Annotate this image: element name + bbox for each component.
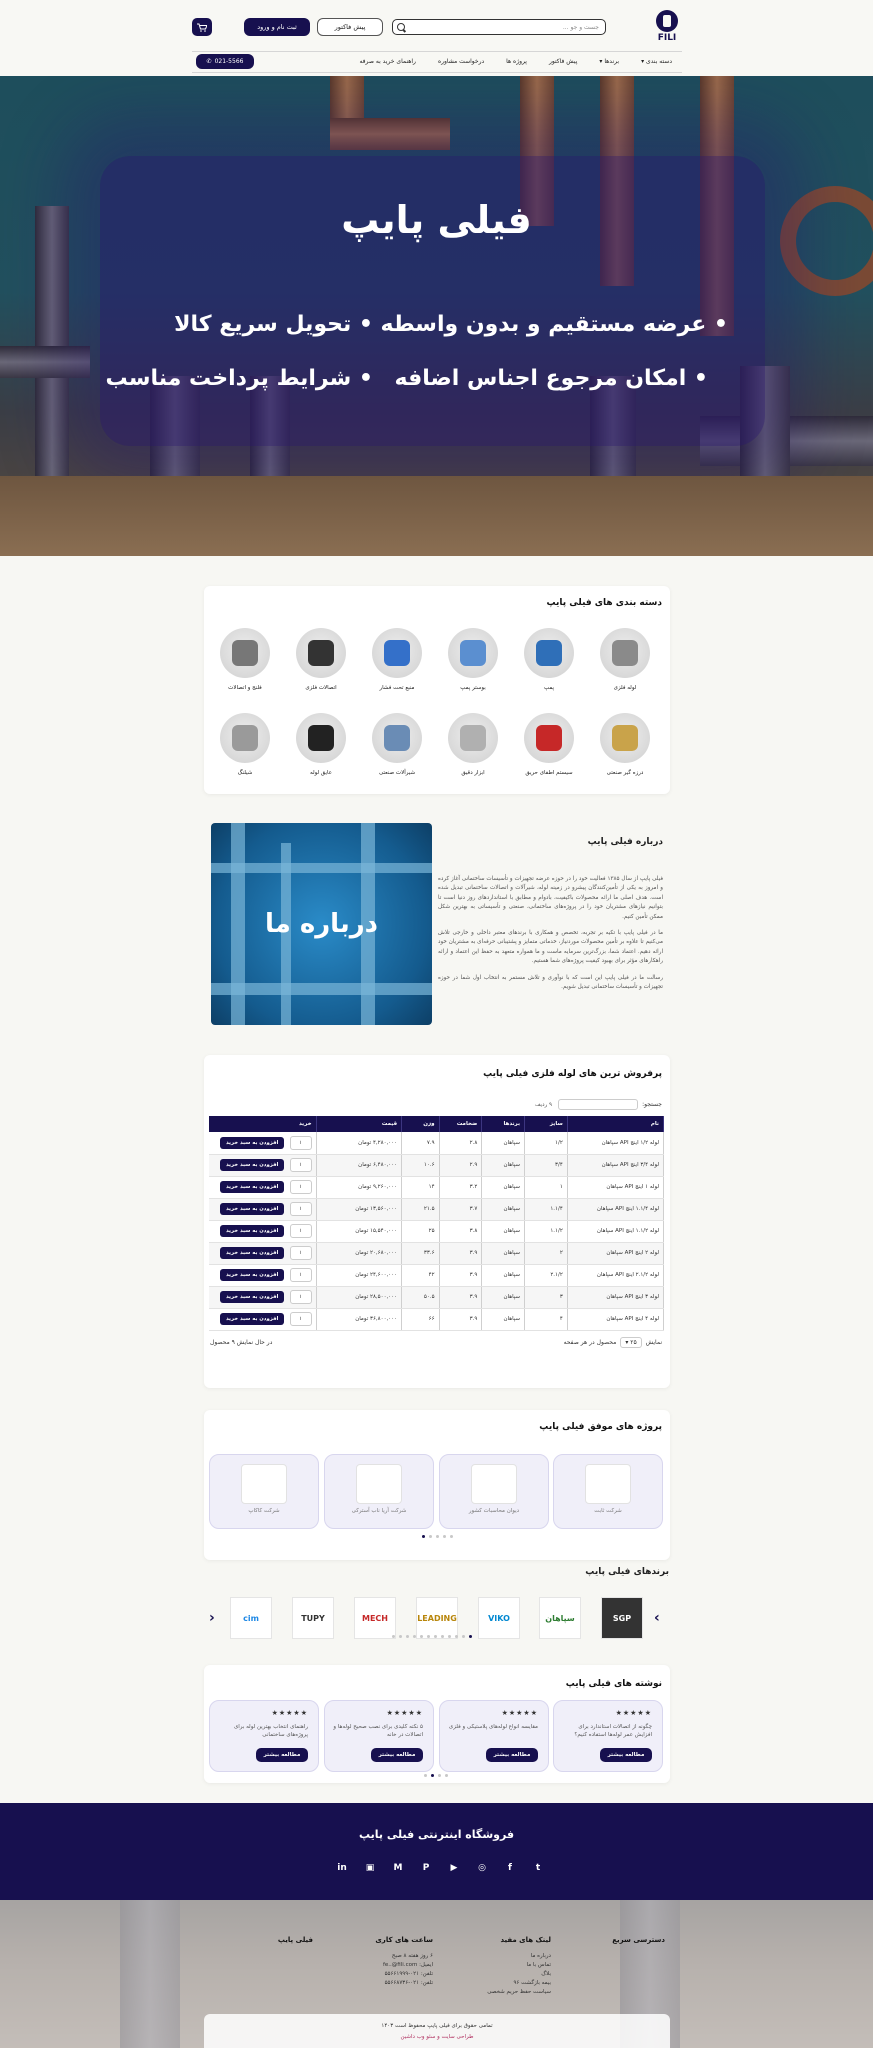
- table-cell: ۳.۸: [439, 1220, 482, 1242]
- search-placeholder: جست و جو ...: [562, 23, 599, 31]
- blog-card: [324, 1700, 434, 1772]
- hero-title: فیلی پایپ: [341, 198, 532, 242]
- carousel-dot[interactable]: [448, 1635, 451, 1638]
- table-cell: ۴,۲۸۰,۰۰۰ تومان: [316, 1132, 402, 1154]
- footer-link[interactable]: درباره ما: [530, 1953, 551, 1959]
- products-title: پرفروش ترین های لوله فلزی فیلی پایپ: [483, 1069, 662, 1079]
- phone-number: 021-5566: [214, 58, 244, 65]
- table-row: [209, 1286, 664, 1308]
- read-more-button[interactable]: مطالعه بیشتر: [486, 1748, 538, 1762]
- table-cell: ۲.۹: [439, 1154, 482, 1176]
- about-text: [438, 875, 663, 992]
- carousel-dot[interactable]: [406, 1635, 409, 1638]
- table-cell: ۱۳,۵۶۰,۰۰۰ تومان: [316, 1198, 402, 1220]
- categories-title: دسته بندی های فیلی پایپ: [546, 598, 662, 608]
- site-logo[interactable]: [652, 10, 682, 46]
- category-product-icon: [308, 640, 334, 666]
- hero-feature: • تحویل سریع کالا: [174, 312, 373, 337]
- table-cell: ۳: [525, 1286, 568, 1308]
- table-cell: ۲۰,۶۸۰,۰۰۰ تومان: [316, 1242, 402, 1264]
- project-card[interactable]: [209, 1454, 319, 1529]
- per-page-control: [564, 1337, 662, 1348]
- table-cell: سپاهان: [482, 1242, 525, 1264]
- column-header[interactable]: قیمت: [316, 1116, 402, 1132]
- blog-card: [209, 1700, 319, 1772]
- footer-line[interactable]: تلفن: ۰۲۱-۵۵۶۶۸۷۳۶: [384, 1980, 433, 1986]
- products-table-wrap: [209, 1116, 664, 1331]
- category-label: درزه گیر صنعتی: [606, 770, 644, 776]
- about-pipe: [211, 863, 432, 873]
- table-cell[interactable]: لوله ۱.۱/۲ اینچ API سپاهان: [567, 1220, 663, 1242]
- logo-icon: [656, 10, 678, 32]
- hero-feature: • شرایط پرداخت مناسب: [105, 366, 373, 391]
- gmail-icon[interactable]: M: [393, 1863, 403, 1873]
- column-header[interactable]: سایز: [525, 1116, 568, 1132]
- category-product-icon: [232, 640, 258, 666]
- category-label: فلنج و اتصالات: [228, 685, 262, 691]
- blog-card: [439, 1700, 549, 1772]
- table-cell: ۳.۹: [439, 1264, 482, 1286]
- table-cell: ۱/۲: [525, 1132, 568, 1154]
- footer-line[interactable]: ایمیل: fe..@fili.com: [382, 1962, 433, 1968]
- rows-note: ۹ ردیف: [534, 1102, 552, 1108]
- nav-brands-label: برندها: [604, 58, 620, 65]
- table-row: [209, 1242, 664, 1264]
- category-product-icon: [612, 725, 638, 751]
- table-row: [209, 1176, 664, 1198]
- table-cell: سپاهان: [482, 1198, 525, 1220]
- table-cell: ۱۵,۵۴۰,۰۰۰ تومان: [316, 1220, 402, 1242]
- table-cell: سپاهان: [482, 1264, 525, 1286]
- table-row: [209, 1154, 664, 1176]
- hero-pipe: [0, 346, 90, 378]
- blog-excerpt: چگونه از اتصالات استاندارد برای افزایش عمر لوله‌ها استفاده کنیم؟: [574, 1724, 652, 1738]
- quantity-input[interactable]: ۱: [290, 1136, 312, 1150]
- read-more-button[interactable]: مطالعه بیشتر: [600, 1748, 652, 1762]
- table-cell: ۳۶,۸۰۰,۰۰۰ تومان: [316, 1308, 402, 1330]
- table-cell[interactable]: لوله ۳/۴ اینچ API سپاهان: [567, 1154, 663, 1176]
- invoice-button[interactable]: پیش فاکتور: [317, 18, 383, 36]
- category-product-icon: [612, 640, 638, 666]
- brand-logo[interactable]: سپاهان: [539, 1597, 581, 1639]
- projects-title: پروژه های موفق فیلی پایپ: [539, 1422, 662, 1432]
- quantity-input[interactable]: ۱: [290, 1224, 312, 1238]
- table-cell[interactable]: لوله ۳ اینچ API سپاهان: [567, 1286, 663, 1308]
- category-label: سیستم اطفای حریق: [525, 770, 573, 776]
- quantity-input[interactable]: ۱: [290, 1180, 312, 1194]
- hero-feature-text: تحویل سریع کالا: [174, 312, 352, 337]
- project-name: دیوان محاسبات کشور: [468, 1508, 520, 1514]
- footer-link[interactable]: تماس با ما: [526, 1962, 551, 1968]
- designer-credit[interactable]: طراحی سایت و سئو وب داشین: [400, 2034, 474, 2040]
- project-logo: [471, 1464, 517, 1504]
- blog-excerpt: ۵ نکته کلیدی برای نصب صحیح لوله‌ها و اتصالات در خانه: [333, 1724, 423, 1738]
- category-product-icon: [384, 640, 410, 666]
- add-to-cart-button[interactable]: افزودن به سبد خرید: [220, 1313, 284, 1325]
- blog-excerpt: مقایسه انواع لوله‌های پلاستیکی و فلزی: [448, 1724, 538, 1730]
- table-cell: ۲۱.۵: [402, 1198, 439, 1220]
- table-cell: ۶۶: [402, 1308, 439, 1330]
- category-label: پمپ: [543, 685, 555, 691]
- twitter-icon[interactable]: t: [535, 1863, 541, 1873]
- rating-stars: ★★★★★: [271, 1709, 308, 1717]
- add-to-cart-button[interactable]: افزودن به سبد خرید: [220, 1225, 284, 1237]
- table-row: [209, 1220, 664, 1242]
- carousel-dot[interactable]: [443, 1535, 446, 1538]
- about-image-text: درباره ما: [264, 909, 379, 939]
- carousel-dot[interactable]: [455, 1635, 458, 1638]
- table-cell: سپاهان: [482, 1286, 525, 1308]
- category-item[interactable]: [367, 713, 427, 776]
- category-item[interactable]: [519, 713, 579, 776]
- per-page-value: ۲۵: [630, 1339, 637, 1346]
- rating-stars: ★★★★★: [501, 1709, 538, 1717]
- quantity-input[interactable]: ۱: [290, 1246, 312, 1260]
- brand-logo[interactable]: MECH: [354, 1597, 396, 1639]
- category-product-icon: [536, 640, 562, 666]
- site-header: [0, 0, 873, 76]
- table-cell[interactable]: لوله ۲.۱/۲ اینچ API سپاهان: [567, 1264, 663, 1286]
- category-label: بوستر پمپ: [460, 685, 486, 691]
- table-row: [209, 1308, 664, 1330]
- footer-col-links: [487, 1936, 551, 1997]
- footer-title: فروشگاه اینترنتی فیلی پایپ: [358, 1828, 515, 1841]
- phone-icon: ✆: [206, 58, 212, 65]
- carousel-dot[interactable]: [420, 1635, 423, 1638]
- category-item[interactable]: [443, 713, 503, 776]
- quantity-input[interactable]: ۱: [290, 1268, 312, 1282]
- rating-stars: ★★★★★: [615, 1709, 652, 1717]
- main-nav: [359, 58, 672, 65]
- table-cell: ۳.۹: [439, 1308, 482, 1330]
- show-label: نمایش: [645, 1339, 662, 1346]
- twitch-icon[interactable]: ▣: [365, 1863, 375, 1873]
- add-to-cart-button[interactable]: افزودن به سبد خرید: [220, 1269, 284, 1281]
- hero-feature-text: امکان مرجوع اجناس اضافه: [394, 366, 687, 391]
- nav-brands[interactable]: برندها ▾: [599, 58, 620, 65]
- table-row: [209, 1264, 664, 1286]
- column-header[interactable]: ضخامت: [439, 1116, 482, 1132]
- products-section: [204, 1055, 670, 1388]
- carousel-dot[interactable]: [424, 1774, 427, 1777]
- category-item[interactable]: [215, 628, 275, 691]
- about-paragraph: ما در فیلی پایپ با تکیه بر تجربه، تخصص و همکاری با برندهای معتبر داخلی و خارجی تلاش می‌کنیم تا علاوه بر تأمین محصولات موردنیاز، خدماتی متمایز و پشتیبانی حرفه‌ای به مشتریان خود ارائه دهیم. اعتماد شما، بزرگ‌ترین سرمایه ماست و ما همواره متعهد به حفظ این اعتماد و ارائه راهکارهای مؤثر برای بهبود کیفیت پروژه‌های شما هستیم.: [438, 930, 663, 965]
- add-to-cart-button[interactable]: افزودن به سبد خرید: [220, 1203, 284, 1215]
- blog-title: نوشته های فیلی پایپ: [565, 1679, 662, 1689]
- project-name: شرکت آریا ناب آسترکی: [351, 1508, 407, 1514]
- category-product-icon: [232, 725, 258, 751]
- buy-cell: [209, 1176, 316, 1198]
- carousel-dot-active[interactable]: [469, 1635, 472, 1638]
- carousel-dot[interactable]: [450, 1535, 453, 1538]
- about-paragraph: فیلی پایپ از سال ۱۳۸۵ فعالیت خود را در حوزه عرضه تجهیزات و تأسیسات ساختمانی آغاز کرده و امروز به یکی از تأمین‌کنندگان پیشرو در زمینه لوله، شیرآلات و اتصالات ساختمانی تبدیل شده است. هدف اصلی ما ارائه محصولات باکیفیت، بادوام و مطابق با استانداردهای روز دنیا است تا بتوانیم نیازهای مشتریان خود را در پروژه‌های ساختمانی، صنعتی و تأسیساتی به بهترین شکل ممکن تأمین کنیم.: [438, 876, 663, 920]
- products-table: [209, 1116, 664, 1331]
- category-label: منبع تحت فشار: [379, 685, 415, 691]
- project-name: شرکت کاکاپ: [248, 1508, 280, 1514]
- blog-card: [553, 1700, 663, 1772]
- register-login-button[interactable]: ثبت نام و ورود: [244, 18, 310, 36]
- category-product-icon: [460, 725, 486, 751]
- table-cell: ۱: [525, 1176, 568, 1198]
- table-cell: ۹,۲۶۰,۰۰۰ تومان: [316, 1176, 402, 1198]
- category-item[interactable]: [291, 628, 351, 691]
- category-label: اتصالات فلزی: [305, 685, 337, 691]
- nav-invoice[interactable]: پیش فاکتور: [548, 58, 578, 65]
- carousel-dot[interactable]: [434, 1635, 437, 1638]
- buy-cell: [209, 1220, 316, 1242]
- category-label: شیرآلات صنعتی: [378, 770, 416, 776]
- table-body: [209, 1132, 664, 1330]
- table-cell: ۳.۹: [439, 1242, 482, 1264]
- carousel-dot-active[interactable]: [422, 1535, 425, 1538]
- quantity-input[interactable]: ۱: [290, 1290, 312, 1304]
- footer-line[interactable]: تلفن: ۰۲۱-۵۵۶۶۱۹۹۹: [384, 1971, 433, 1977]
- hero-pipe: [330, 118, 450, 150]
- buy-cell: [209, 1132, 316, 1154]
- category-item[interactable]: [519, 628, 579, 691]
- add-to-cart-button[interactable]: افزودن به سبد خرید: [220, 1247, 284, 1259]
- category-product-icon: [308, 725, 334, 751]
- project-card[interactable]: [324, 1454, 434, 1529]
- read-more-button[interactable]: مطالعه بیشتر: [256, 1748, 308, 1762]
- buy-cell: [209, 1154, 316, 1176]
- table-cell: ۲.۸: [439, 1132, 482, 1154]
- column-header[interactable]: وزن: [402, 1116, 439, 1132]
- footer-band: [0, 1803, 873, 1900]
- table-header-row: [209, 1116, 664, 1132]
- nav-categories-label: دسته بندی: [646, 58, 672, 65]
- carousel-dot[interactable]: [399, 1635, 402, 1638]
- search-input[interactable]: [392, 19, 606, 35]
- hero-banner: [0, 76, 873, 556]
- table-cell: سپاهان: [482, 1308, 525, 1330]
- read-more-button[interactable]: مطالعه بیشتر: [371, 1748, 423, 1762]
- table-cell: ۱۰.۶: [402, 1154, 439, 1176]
- column-header[interactable]: نام: [567, 1116, 663, 1132]
- table-cell: ۴: [525, 1308, 568, 1330]
- category-item[interactable]: [595, 713, 655, 776]
- carousel-dot[interactable]: [413, 1635, 416, 1638]
- table-cell: ۱۴: [402, 1176, 439, 1198]
- nav-consultation[interactable]: درخواست مشاوره: [437, 58, 485, 65]
- pinterest-icon[interactable]: P: [422, 1863, 430, 1873]
- category-label: شیلنگ: [237, 770, 253, 776]
- table-search: [558, 1099, 662, 1110]
- nav-divider-top: [192, 51, 682, 52]
- table-cell: ۳.۹: [439, 1286, 482, 1308]
- brands-title: برندهای فیلی پایپ: [585, 1567, 669, 1577]
- blog-pagination: [424, 1774, 448, 1777]
- footer-col-brand: [278, 1936, 313, 1952]
- table-cell: سپاهان: [482, 1132, 525, 1154]
- category-item[interactable]: [291, 713, 351, 776]
- hero-feature: • عرضه مستقیم و بدون واسطه: [380, 312, 728, 337]
- footer-col-heading: دسترسی سریع: [612, 1936, 665, 1944]
- dribbble-icon[interactable]: ◎: [478, 1863, 486, 1873]
- projects-pagination: [422, 1535, 453, 1538]
- add-to-cart-button[interactable]: افزودن به سبد خرید: [220, 1181, 284, 1193]
- carousel-dot[interactable]: [438, 1774, 441, 1777]
- nav-projects[interactable]: پروژه ها: [506, 58, 527, 65]
- cart-icon[interactable]: [192, 18, 212, 36]
- table-cell[interactable]: لوله ۱/۲ اینچ API سپاهان: [567, 1132, 663, 1154]
- table-cell: ۱.۱/۲: [525, 1220, 568, 1242]
- carousel-dot[interactable]: [427, 1635, 430, 1638]
- table-cell: ۵۰.۵: [402, 1286, 439, 1308]
- buy-cell: [209, 1198, 316, 1220]
- buy-cell: [209, 1242, 316, 1264]
- buy-cell: [209, 1308, 316, 1330]
- project-card[interactable]: [439, 1454, 549, 1529]
- project-name: شرکت ثابت: [594, 1508, 622, 1514]
- category-label: لوله فلزی: [613, 685, 637, 691]
- footer-col-quick: [612, 1936, 665, 1952]
- about-paragraph: رسالت ما در فیلی پایپ این است که با نوآوری و تلاش مستمر به انتخاب اول شما در حوزه تجهیزات و تأسیسات ساختمانی تبدیل شویم.: [438, 974, 663, 991]
- buy-cell: [209, 1264, 316, 1286]
- hero-feature-text: شرایط پرداخت مناسب: [105, 366, 352, 391]
- table-cell: ۳/۴: [525, 1154, 568, 1176]
- table-cell: ۲۵: [402, 1220, 439, 1242]
- youtube-icon[interactable]: ▶: [450, 1863, 458, 1873]
- column-header: خرید: [209, 1116, 316, 1132]
- about-pipe: [211, 983, 432, 995]
- table-cell: ۲۸,۵۰۰,۰۰۰ تومان: [316, 1286, 402, 1308]
- carousel-dot[interactable]: [436, 1535, 439, 1538]
- carousel-dot[interactable]: [445, 1774, 448, 1777]
- project-logo: [241, 1464, 287, 1504]
- category-label: عایق لوله: [310, 770, 332, 776]
- brand-logo[interactable]: VIKO: [478, 1597, 520, 1639]
- quantity-input[interactable]: ۱: [290, 1158, 312, 1172]
- blog-excerpt: راهنمای انتخاب بهترین لوله برای پروژه‌های ساختمانی: [233, 1724, 308, 1738]
- search-icon[interactable]: [397, 23, 405, 31]
- brand-logo[interactable]: LEADING: [416, 1597, 458, 1639]
- per-page-suffix: محصول در هر صفحه: [563, 1339, 617, 1346]
- category-item[interactable]: [595, 628, 655, 691]
- add-to-cart-button[interactable]: افزودن به سبد خرید: [220, 1291, 284, 1303]
- footer-col-heading: ساعت های کاری: [375, 1936, 433, 1944]
- table-cell: ۴۲: [402, 1264, 439, 1286]
- table-status: در حال نمایش ۹ محصول: [210, 1339, 273, 1346]
- facebook-icon[interactable]: f: [508, 1863, 512, 1873]
- per-page-select[interactable]: ۲۵ ▾: [620, 1337, 641, 1348]
- about-image: [211, 823, 432, 1025]
- footer-link[interactable]: بیمه بازگشت ۹۶: [513, 1980, 551, 1986]
- rating-stars: ★★★★★: [386, 1709, 423, 1717]
- table-cell: ۷.۹: [402, 1132, 439, 1154]
- carousel-dot[interactable]: [429, 1535, 432, 1538]
- brands-pagination: [392, 1635, 472, 1638]
- social-links: [335, 1861, 545, 1875]
- buy-cell: [209, 1286, 316, 1308]
- column-header[interactable]: برندها: [482, 1116, 525, 1132]
- table-cell: ۱.۱/۴: [525, 1198, 568, 1220]
- category-item[interactable]: [215, 713, 275, 776]
- table-cell[interactable]: لوله ۲ اینچ API سپاهان: [567, 1242, 663, 1264]
- brand-logo[interactable]: SGP: [601, 1597, 643, 1639]
- brands-next-arrow[interactable]: ›: [654, 1610, 660, 1626]
- hero-feature-text: عرضه مستقیم و بدون واسطه: [380, 312, 707, 337]
- category-label: ابزار دقیق: [461, 770, 485, 776]
- table-search-label: جستجو:: [642, 1101, 662, 1108]
- footer-line: ۶ روز هفته ۸ صبح: [391, 1953, 433, 1959]
- hero-floor: [0, 476, 873, 556]
- category-product-icon: [460, 640, 486, 666]
- about-title: درباره فیلی پایپ: [587, 837, 663, 847]
- table-cell: سپاهان: [482, 1220, 525, 1242]
- brand-logo[interactable]: TUPY: [292, 1597, 334, 1639]
- nav-categories[interactable]: دسته بندی ▾: [641, 58, 672, 65]
- brand-logo[interactable]: cim: [230, 1597, 272, 1639]
- table-cell: ۲: [525, 1242, 568, 1264]
- nav-divider-bottom: [192, 72, 682, 73]
- nav-buying-guide[interactable]: راهنمای خرید به صرفه: [359, 58, 416, 65]
- carousel-dot[interactable]: [392, 1635, 395, 1638]
- footer-link[interactable]: سیاست حفظ حریم شخصی: [487, 1989, 551, 1995]
- quantity-input[interactable]: ۱: [290, 1202, 312, 1216]
- copyright-text: تمامی حقوق برای فیلی پایپ محفوظ است ۱۴۰۳: [381, 2023, 493, 2029]
- table-cell[interactable]: لوله ۴ اینچ API سپاهان: [567, 1308, 663, 1330]
- category-product-icon: [536, 725, 562, 751]
- table-cell: ۶,۴۸۰,۰۰۰ تومان: [316, 1154, 402, 1176]
- logo-text: FILI: [657, 33, 677, 43]
- category-item[interactable]: [443, 628, 503, 691]
- table-cell: سپاهان: [482, 1154, 525, 1176]
- table-cell: سپاهان: [482, 1176, 525, 1198]
- category-item[interactable]: [367, 628, 427, 691]
- phone-button[interactable]: [196, 54, 254, 69]
- carousel-dot[interactable]: [462, 1635, 465, 1638]
- hero-feature: • امکان مرجوع اجناس اضافه: [394, 366, 708, 391]
- table-cell: ۲.۱/۲: [525, 1264, 568, 1286]
- table-cell[interactable]: لوله ۱ اینچ API سپاهان: [567, 1176, 663, 1198]
- project-card[interactable]: [553, 1454, 663, 1529]
- carousel-dot[interactable]: [441, 1635, 444, 1638]
- brands-prev-arrow[interactable]: ‹: [209, 1610, 215, 1626]
- table-row: [209, 1198, 664, 1220]
- footer-col-hours: [375, 1936, 433, 1988]
- table-cell[interactable]: لوله ۱.۱/۴ اینچ API سپاهان: [567, 1198, 663, 1220]
- linkedin-icon[interactable]: in: [337, 1863, 347, 1873]
- carousel-dot-active[interactable]: [431, 1774, 434, 1777]
- table-cell: ۳.۲: [439, 1176, 482, 1198]
- footer-link[interactable]: بلاگ: [541, 1971, 551, 1977]
- add-to-cart-button[interactable]: افزودن به سبد خرید: [220, 1159, 284, 1171]
- table-search-input[interactable]: [558, 1099, 638, 1110]
- table-cell: ۲۴,۶۰۰,۰۰۰ تومان: [316, 1264, 402, 1286]
- category-product-icon: [384, 725, 410, 751]
- footer-col-heading: فیلی پایپ: [277, 1936, 313, 1944]
- table-cell: ۳۳.۶: [402, 1242, 439, 1264]
- footer-col-heading: لینک های مفید: [500, 1936, 551, 1944]
- table-cell: ۳.۷: [439, 1198, 482, 1220]
- quantity-input[interactable]: ۱: [290, 1312, 312, 1326]
- table-row: [209, 1132, 664, 1154]
- copyright-bar: [204, 2014, 670, 2048]
- project-logo: [356, 1464, 402, 1504]
- add-to-cart-button[interactable]: افزودن به سبد خرید: [220, 1137, 284, 1149]
- project-logo: [585, 1464, 631, 1504]
